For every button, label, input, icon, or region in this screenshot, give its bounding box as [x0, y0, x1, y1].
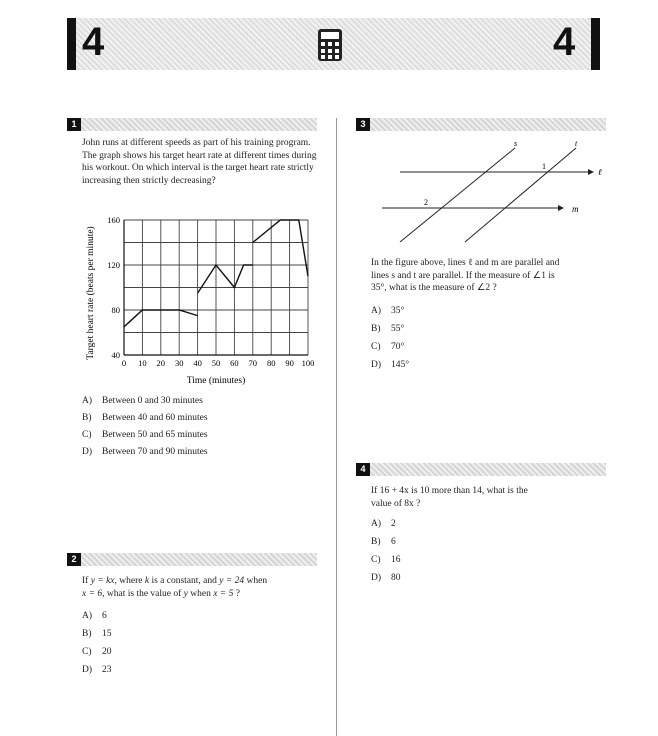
parallel-lines-figure — [380, 140, 610, 245]
y-tick-label: 120 — [107, 260, 120, 270]
x-tick-label: 50 — [211, 358, 221, 368]
x-tick-label: 60 — [230, 358, 239, 368]
q3-choice-b[interactable]: B) 55° — [371, 324, 405, 334]
label-m: m — [572, 204, 579, 214]
line-s — [400, 148, 515, 242]
column-divider — [336, 118, 337, 736]
x-axis-label: Time (minutes) — [186, 376, 246, 386]
q3-choice-a[interactable]: A) 35° — [371, 306, 405, 316]
q4-choice-d[interactable]: D) 80 — [371, 573, 401, 583]
header-left-number: 4 — [82, 20, 105, 64]
x-tick-label: 80 — [266, 358, 276, 368]
q3-choice-d[interactable]: D) 145° — [371, 360, 410, 370]
header-right-bar — [591, 18, 600, 70]
q2-choices — [82, 610, 112, 676]
x-tick-label: 30 — [174, 358, 184, 368]
line-t — [465, 148, 576, 242]
q4-header-band — [356, 463, 606, 476]
x-tick-label: 70 — [248, 358, 258, 368]
q2-choice-d[interactable]: D) 23 — [82, 665, 112, 675]
chart-grid — [124, 220, 308, 355]
y-tick-label: 80 — [111, 305, 120, 315]
x-tick-label: 0 — [121, 358, 127, 368]
q1-choice-b[interactable]: B) Between 40 and 60 minutes — [82, 413, 208, 423]
x-tick-label: 20 — [156, 358, 166, 368]
label-angle2: 2 — [424, 198, 428, 207]
x-tick-label: 10 — [138, 358, 147, 368]
q1-header-band — [67, 118, 317, 131]
q4-choice-b[interactable]: B) 6 — [371, 537, 396, 547]
y-axis-label: Target heart rate (beats per minute) — [86, 226, 96, 360]
q1-choice-a[interactable]: A) Between 0 and 30 minutes — [82, 396, 203, 406]
x-tick-label: 90 — [285, 358, 294, 368]
q2-number: 2 — [67, 553, 81, 566]
q4-choice-a[interactable]: A) 2 — [371, 519, 396, 529]
q2-text: If y = kx, where k is a constant, and y = 24 when x = 6, what is the value of y when x = 5 ? — [82, 576, 268, 599]
x-tick-label: 40 — [193, 358, 202, 368]
label-l: ℓ — [598, 167, 602, 177]
q3-text: In the figure above, lines ℓ and m are parallel and lines s and t are parallel. If the measure of ∠1 is 35°, what is the measure of ∠2 ? — [371, 258, 560, 293]
q1-choice-d[interactable]: D) Between 70 and 90 minutes — [82, 447, 208, 457]
q2-choice-b[interactable]: B) 15 — [82, 629, 112, 639]
q1-choices — [82, 395, 208, 458]
q4-choices — [371, 518, 401, 584]
q3-header-band — [356, 118, 606, 131]
y-tick-label: 40 — [111, 350, 120, 360]
q1-text: John runs at different speeds as part of his training program. The graph shows his target heart rate at different times during his workout. On which interval is the target heart rate strictly increasing then strictly decreasing? — [82, 138, 317, 186]
q3-number: 3 — [356, 118, 370, 131]
q3-choices — [371, 305, 409, 371]
q4-number: 4 — [356, 463, 370, 476]
q1-choice-c[interactable]: C) Between 50 and 65 minutes — [82, 430, 208, 440]
chart-line-segment-3 — [253, 220, 308, 276]
q2-header-band — [67, 553, 317, 566]
q3-choice-c[interactable]: C) 70° — [371, 342, 405, 352]
calculator-icon — [317, 28, 343, 62]
q4-choice-c[interactable]: C) 16 — [371, 555, 401, 565]
q2-choice-a[interactable]: A) 6 — [82, 611, 107, 621]
q2-choice-c[interactable]: C) 20 — [82, 647, 112, 657]
y-tick-label: 160 — [107, 215, 120, 225]
chart-line-segment-2 — [198, 265, 253, 293]
label-angle1: 1 — [542, 162, 546, 171]
chart-ticks — [107, 215, 314, 368]
q1-number: 1 — [67, 118, 81, 131]
x-tick-label: 100 — [301, 358, 315, 368]
label-s: s — [514, 140, 518, 148]
label-t: t — [575, 140, 578, 148]
q4-text: If 16 + 4x is 10 more than 14, what is the value of 8x ? — [371, 486, 528, 509]
header-right-number: 4 — [553, 20, 576, 64]
heart-rate-chart — [80, 205, 320, 390]
header-left-bar — [67, 18, 76, 70]
